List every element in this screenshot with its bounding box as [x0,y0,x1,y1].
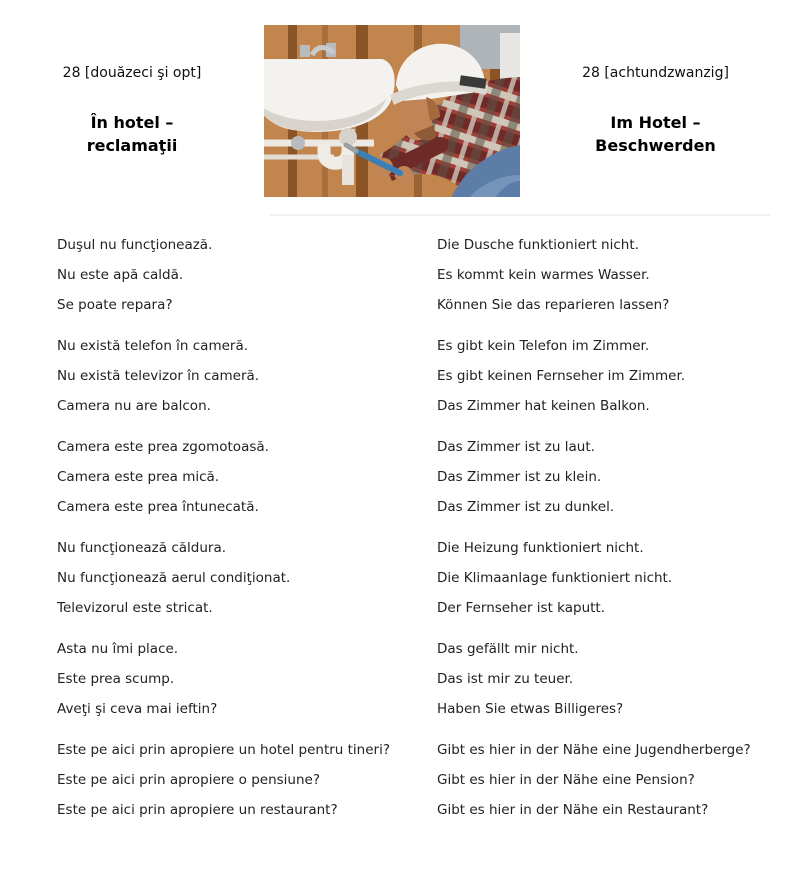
phrase-row [0,396,791,416]
phrase-source-text: Camera nu are balcon. [57,398,211,414]
phrase-row [0,295,791,315]
lesson-title-source-line1: În hotel – [90,113,174,132]
phrase-target-text: Können Sie das reparieren lassen? [437,297,670,313]
phrase-group [0,437,791,517]
phrase-target-text: Haben Sie etwas Billigeres? [437,701,624,717]
phrase-source-text: Este pe aici prin apropiere o pensiune? [57,772,321,788]
phrase-target-text: Die Klimaanlage funktioniert nicht. [437,570,673,586]
phrase-source-text: Este pe aici prin apropiere un hotel pentru tineri? [57,742,391,758]
phrase-row [0,437,791,457]
lesson-title-target [520,111,791,157]
phrase-source-text: Camera este prea zgomotoasă. [57,439,269,455]
phrase-source-text: Este prea scump. [57,671,175,687]
phrase-row [0,265,791,285]
phrase-source-text: Se poate repara? [57,297,173,313]
phrase-row [0,699,791,719]
phrase-target-text: Es gibt keinen Fernseher im Zimmer. [437,368,686,384]
phrase-target-text: Der Fernseher ist kaputt. [437,600,606,616]
phrase-list [0,235,791,820]
phrase-group [0,336,791,416]
phrase-row [0,467,791,487]
phrase-source-text: Nu funcţionează căldura. [57,540,227,556]
phrase-source-text: Camera este prea întunecată. [57,499,259,515]
phrase-target-text: Das Zimmer hat keinen Balkon. [437,398,650,414]
phrase-row [0,366,791,386]
header-target-language [520,25,791,157]
plumber-photo-illustration [264,25,520,197]
lesson-title-target-line1: Im Hotel – [610,113,701,132]
phrase-target-text: Das ist mir zu teuer. [437,671,574,687]
lesson-number-target: 28 [achtundzwanzig] [582,65,729,81]
phrase-group [0,538,791,618]
phrase-source-text: Nu este apă caldă. [57,267,184,283]
phrase-row [0,235,791,255]
lesson-title-source-line2: reclamaţii [86,136,178,155]
photo-shadow-rule [270,214,770,216]
phrase-source-text: Nu există telefon în cameră. [57,338,249,354]
phrase-group [0,235,791,315]
phrase-target-text: Das Zimmer ist zu klein. [437,469,602,485]
phrase-target-text: Gibt es hier in der Nähe eine Jugendherberge? [437,742,751,758]
phrase-source-text: Aveţi şi ceva mai ieftin? [57,701,218,717]
phrase-target-text: Das Zimmer ist zu dunkel. [437,499,615,515]
phrase-row [0,568,791,588]
phrase-target-text: Das gefällt mir nicht. [437,641,579,657]
phrase-target-text: Gibt es hier in der Nähe ein Restaurant? [437,802,709,818]
phrase-row [0,598,791,618]
phrase-source-text: Nu funcţionează aerul condiţionat. [57,570,291,586]
phrase-target-text: Gibt es hier in der Nähe eine Pension? [437,772,695,788]
lesson-photo [264,25,520,197]
phrase-row [0,800,791,820]
phrase-group [0,639,791,719]
phrase-row [0,497,791,517]
phrase-source-text: Camera este prea mică. [57,469,220,485]
phrase-source-text: Televizorul este stricat. [57,600,213,616]
lesson-title-target-line2: Beschwerden [595,136,716,155]
phrase-row [0,770,791,790]
header-source-language [0,25,264,157]
phrase-source-text: Duşul nu funcţionează. [57,237,213,253]
phrase-target-text: Das Zimmer ist zu laut. [437,439,595,455]
phrase-row [0,669,791,689]
phrase-source-text: Asta nu îmi place. [57,641,179,657]
phrase-row [0,538,791,558]
phrase-row [0,336,791,356]
phrase-row [0,740,791,760]
phrase-row [0,639,791,659]
phrase-target-text: Es gibt kein Telefon im Zimmer. [437,338,650,354]
phrase-target-text: Es kommt kein warmes Wasser. [437,267,650,283]
phrase-target-text: Die Dusche funktioniert nicht. [437,237,639,253]
phrase-group [0,740,791,820]
phrase-source-text: Este pe aici prin apropiere un restaurant? [57,802,338,818]
lesson-number-source: 28 [douăzeci şi opt] [62,65,202,81]
lesson-header [0,0,791,197]
lesson-title-source [0,111,264,157]
phrase-source-text: Nu există televizor în cameră. [57,368,260,384]
phrase-target-text: Die Heizung funktioniert nicht. [437,540,644,556]
